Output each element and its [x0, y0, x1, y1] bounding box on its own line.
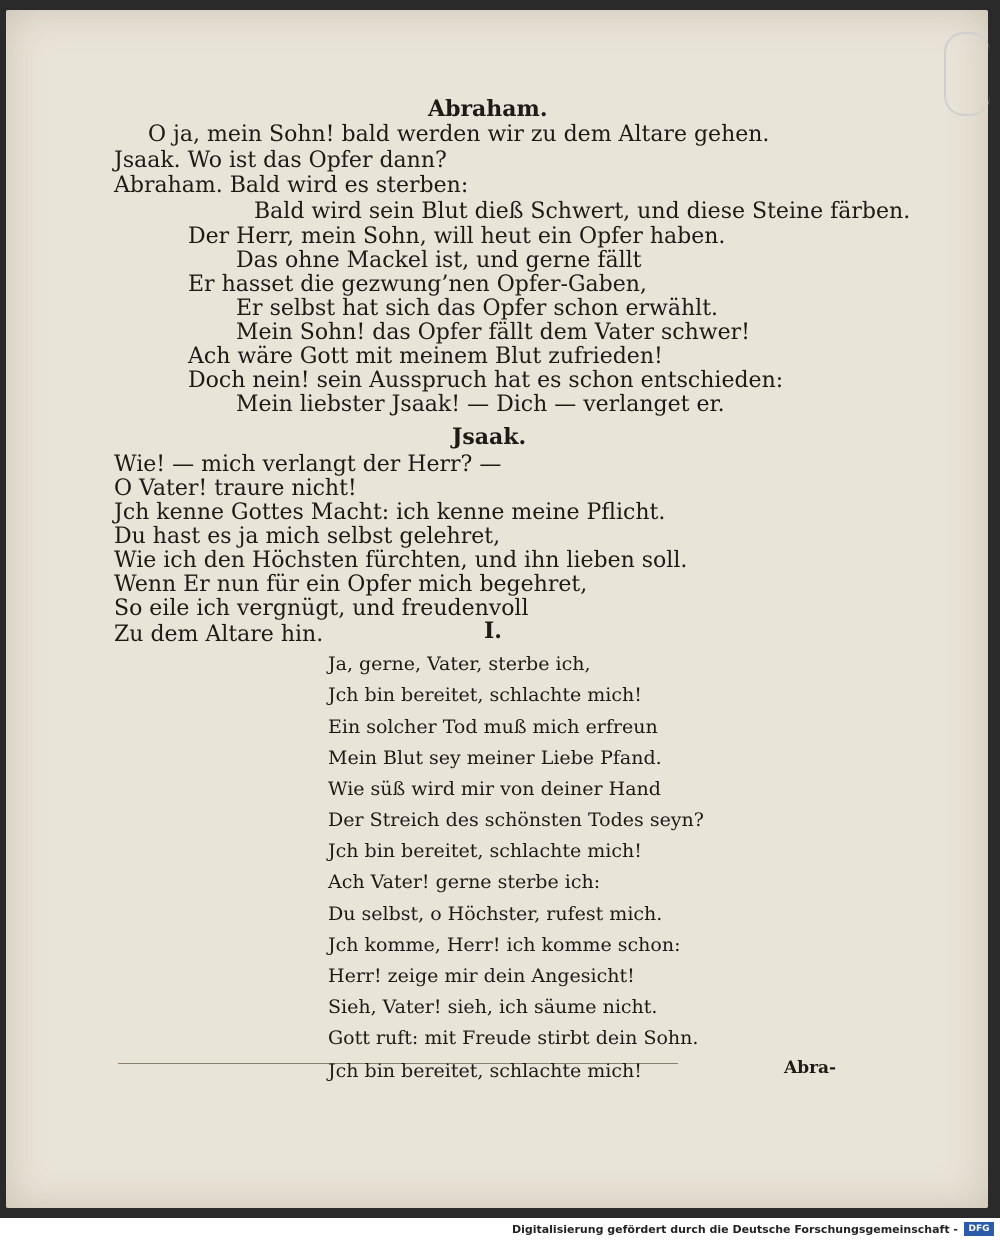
- text-line: Jch kenne Gottes Macht: ich kenne meine Pflicht.: [114, 500, 666, 525]
- footer-bar: [0, 1218, 1000, 1243]
- text-line: Ach wäre Gott mit meinem Blut zufrieden!: [188, 344, 663, 369]
- catchword: Abra-: [784, 1058, 837, 1078]
- text-line: O Vater! traure nicht!: [114, 476, 357, 501]
- speaker-heading-isaak: Jsaak.: [452, 424, 527, 450]
- dfg-logo-icon: DFG: [964, 1222, 994, 1236]
- text-line: Mein liebster Jsaak! — Dich — verlanget er.: [236, 392, 725, 417]
- aria-line: Ach Vater! gerne sterbe ich:: [328, 871, 601, 893]
- text-line: Zu dem Altare hin.: [114, 622, 324, 647]
- text-line: Abraham. Bald wird es sterben:: [114, 173, 469, 198]
- aria-line: Ein solcher Tod muß mich erfreun: [328, 716, 658, 738]
- text-line: Bald wird sein Blut dieß Schwert, und diese Steine färben.: [254, 199, 911, 224]
- funding-credit: Digitalisierung gefördert durch die Deutsche Forschungsgemeinschaft -: [511, 1223, 958, 1236]
- aria-line: Mein Blut sey meiner Liebe Pfand.: [328, 747, 662, 769]
- paper-clip-icon: [944, 32, 990, 116]
- text-line: Wenn Er nun für ein Opfer mich begehret,: [114, 572, 588, 597]
- text-line: Er hasset die gezwung’nen Opfer-Gaben,: [188, 272, 647, 297]
- text-line: Mein Sohn! das Opfer fällt dem Vater schwer!: [236, 320, 750, 345]
- text-line: Wie! — mich verlangt der Herr? —: [114, 452, 502, 477]
- aria-line: Jch bin bereitet, schlachte mich!: [328, 1060, 642, 1082]
- text-line: Der Herr, mein Sohn, will heut ein Opfer haben.: [188, 224, 726, 249]
- text-line: Jsaak. Wo ist das Opfer dann?: [114, 148, 447, 173]
- aria-line: Ja, gerne, Vater, sterbe ich,: [328, 653, 591, 675]
- aria-line: Jch bin bereitet, schlachte mich!: [328, 840, 642, 862]
- speaker-heading-abraham: Abraham.: [428, 96, 548, 122]
- text-line: Er selbst hat sich das Opfer schon erwählt.: [236, 296, 719, 321]
- text-line: O ja, mein Sohn! bald werden wir zu dem Altare gehen.: [148, 122, 770, 147]
- aria-line: Sieh, Vater! sieh, ich säume nicht.: [328, 996, 658, 1018]
- text-line: So eile ich vergnügt, und freudenvoll: [114, 596, 529, 621]
- text-line: Doch nein! sein Ausspruch hat es schon entschieden:: [188, 368, 784, 393]
- aria-line: Jch bin bereitet, schlachte mich!: [328, 684, 642, 706]
- aria-line: Gott ruft: mit Freude stirbt dein Sohn.: [328, 1027, 699, 1049]
- stanza-number: I.: [484, 618, 502, 644]
- text-line: Das ohne Mackel ist, und gerne fällt: [236, 248, 642, 273]
- text-line: Wie ich den Höchsten fürchten, und ihn lieben soll.: [114, 548, 688, 573]
- aria-line: Herr! zeige mir dein Angesicht!: [328, 965, 635, 987]
- aria-line: Du selbst, o Höchster, rufest mich.: [328, 903, 663, 925]
- aria-line: Jch komme, Herr! ich komme schon:: [328, 934, 681, 956]
- text-line: Du hast es ja mich selbst gelehret,: [114, 524, 501, 549]
- aria-line: Der Streich des schönsten Todes seyn?: [328, 809, 704, 831]
- aria-line: Wie süß wird mir von deiner Hand: [328, 778, 661, 800]
